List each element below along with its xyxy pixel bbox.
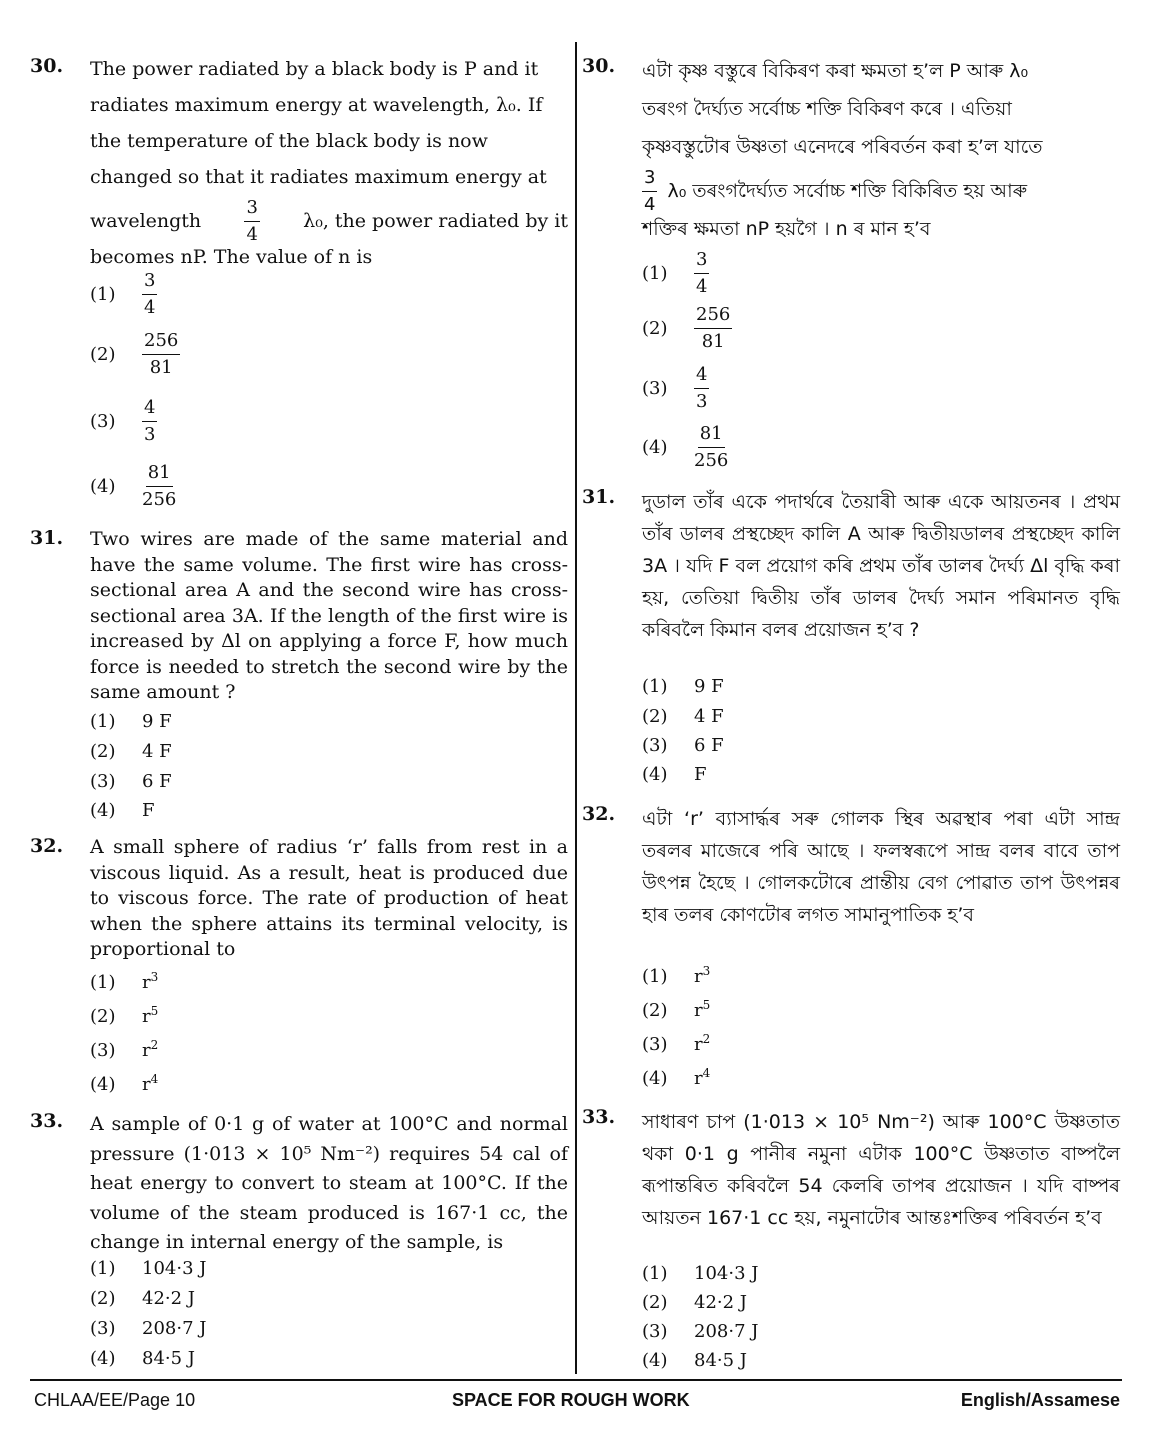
question-text: দুডাল তাঁৰ একে পদাৰ্থৰে তৈয়াৰী আৰু একে আয়তনৰ । প্ৰথম তাঁৰ ডালৰ প্ৰস্থচ্ছেদ কালি A আৰু দ্বিতীয়ডালৰ প্ৰস্থচ্ছেদ কালি 3A । যদি F বল প্ৰয়োগ কৰি প্ৰথম তাঁৰ ডালৰ দৈৰ্ঘ্য Δl বৃদ্ধি কৰা হয়, তেতিয়া দ্বিতীয় তাঁৰ ডালৰ দৈৰ্ঘ্য সমান পৰিমানত বৃদ্ধি কৰিবলৈ কিমান বলৰ প্ৰয়োজন হ’ব ?: [642, 491, 1120, 641]
text-line: radiates maximum energy at wavelength, λ₀. If: [90, 94, 543, 116]
text-line: তৰংগ দৈৰ্ঘ্যত সৰ্বোচ্চ শক্তি বিকিৰণ কৰে । এতিয়া: [642, 98, 1012, 120]
question-number: 31.: [30, 527, 64, 549]
option-3[interactable]: (3) $r^2$: [90, 1038, 159, 1061]
text-line: শক্তিৰ ক্ষমতা nP হয়গৈ । n ৰ মান হ’ব: [642, 218, 931, 240]
option-3[interactable]: (3) $\frac{4}{3}$: [90, 397, 156, 445]
option-4[interactable]: (4) 84·5 J: [642, 1350, 748, 1371]
option-2[interactable]: (2) $r^5$: [642, 998, 711, 1021]
question-text: সাধাৰণ চাপ (1·013 × 10⁵ Nm⁻²) আৰু 100°C উষ্ণতাত থকা 0·1 g পানীৰ নমুনা এটাক 100°C উষ্ণতাত বাষ্পলৈ ৰূপান্তৰিত কৰিবলৈ 54 কেলৰি তাপৰ প্ৰয়োজন । যদি বাষ্পৰ আয়তন 167·1 cc হয়, নমুনাটোৰ আন্তঃশক্তিৰ পৰিবৰ্তন হ’ব: [642, 1111, 1120, 1229]
question-text: A small sphere of radius ‘r’ falls from rest in a viscous liquid. As a result, heat is produced due to viscous force. The rate of production of heat when the sphere attains its terminal velocity, is proportional to: [90, 836, 568, 960]
option-2[interactable]: (2) $\frac{256}{81}$: [90, 330, 179, 378]
option-2[interactable]: (2) 42·2 J: [90, 1288, 196, 1309]
question-number: 30.: [582, 55, 616, 77]
text-line: changed so that it radiates maximum energy at: [90, 166, 547, 188]
option-1[interactable]: (1) $\frac{3}{4}$: [90, 270, 156, 318]
option-1[interactable]: (1) $r^3$: [642, 964, 711, 987]
question-text: [90, 55, 568, 279]
question-text: [642, 55, 1120, 251]
question-number: 31.: [582, 486, 616, 508]
option-3[interactable]: (3) $r^2$: [642, 1032, 711, 1055]
question-number: 33.: [30, 1110, 64, 1132]
option-2[interactable]: (2) 4 F: [642, 706, 724, 727]
option-4[interactable]: (4) 84·5 J: [90, 1348, 196, 1369]
language-label: English/Assamese: [960, 1390, 1120, 1410]
option-4[interactable]: (4) $r^4$: [90, 1072, 159, 1095]
option-1[interactable]: (1) 104·3 J: [90, 1258, 207, 1279]
footer-divider: [30, 1379, 1122, 1381]
rough-work-label: SPACE FOR ROUGH WORK: [452, 1390, 690, 1410]
option-3[interactable]: (3) $\frac{4}{3}$: [642, 364, 708, 412]
column-divider: [575, 42, 577, 1374]
option-4[interactable]: (4) $\frac{81}{256}$: [90, 462, 177, 510]
option-1[interactable]: (1) $r^3$: [90, 970, 159, 993]
option-1[interactable]: (1) 104·3 J: [642, 1263, 759, 1284]
option-1[interactable]: (1) $\frac{3}{4}$: [642, 249, 708, 297]
option-3[interactable]: (3) 208·7 J: [642, 1321, 759, 1342]
fraction: $\frac{3}{4}$: [246, 196, 258, 245]
option-4[interactable]: (4) F: [90, 800, 155, 821]
question-number: 30.: [30, 55, 64, 77]
question-number: 33.: [582, 1106, 616, 1128]
text-line: wavelength $\frac{3}{4}$ λ₀, the power radiated by it: [90, 199, 568, 243]
question-text: এটা ‘r’ ব্যাসাৰ্দ্ধৰ সৰু গোলক স্থিৰ অৱস্থাৰ পৰা এটা সান্দ্ৰ তৰলৰ মাজেৰে পৰি আছে । ফলস্বৰূপে সান্দ্ৰ বলৰ বাবে তাপ উৎপন্ন হৈছে । গোলকটোৰে প্ৰান্তীয় বেগ পোৱাত তাপ উৎপন্নৰ হাৰ তলৰ কোণটোৰ লগত সামানুপাতিক হ’ব: [642, 808, 1120, 926]
text-line: becomes nP. The value of n is: [90, 246, 373, 268]
option-2[interactable]: (2) $\frac{256}{81}$: [642, 304, 731, 352]
page-code: CHLAA/EE/Page 10: [34, 1390, 196, 1410]
option-2[interactable]: (2) 42·2 J: [642, 1292, 748, 1313]
option-4[interactable]: (4) F: [642, 764, 707, 785]
text-line: এটা কৃষ্ণ বস্তুৰে বিকিৰণ কৰা ক্ষমতা হ’ল P আৰু λ₀: [642, 60, 1029, 82]
option-4[interactable]: (4) $\frac{81}{256}$: [642, 423, 729, 471]
option-3[interactable]: (3) 6 F: [642, 735, 724, 756]
question-text: Two wires are made of the same material and have the same volume. The first wire has cross-sectional area A and the second wire has cross-sectional area 3A. If the length of the first wire is increased by Δl on applying a force F, how much force is needed to stretch the second wire by the same amount ?: [90, 528, 568, 703]
text-line: কৃষ্ণবস্তুটোৰ উষ্ণতা এনেদৰে পৰিবৰ্তন কৰা হ’ল যাতে: [642, 136, 1043, 158]
text-line: the temperature of the black body is now: [90, 130, 488, 152]
option-2[interactable]: (2) $r^5$: [90, 1004, 159, 1027]
option-2[interactable]: (2) 4 F: [90, 741, 172, 762]
text-line: $\frac{3}{4}$ λ₀ তৰংগদৈৰ্ঘ্যত সৰ্বোচ্চ শক্তি বিকিৰিত হয় আৰু: [642, 169, 1120, 213]
question-text: A sample of 0·1 g of water at 100°C and normal pressure (1·013 × 10⁵ Nm⁻²) requires 54 cal of heat energy to convert to steam at 100°C. If the volume of the steam produced is 167·1 cc, the change in internal energy of the sample, is: [90, 1113, 568, 1253]
text-line: The power radiated by a black body is P and it: [90, 58, 539, 80]
option-3[interactable]: (3) 208·7 J: [90, 1318, 207, 1339]
option-4[interactable]: (4) $r^4$: [642, 1066, 711, 1089]
option-1[interactable]: (1) 9 F: [642, 676, 724, 697]
fraction: $\frac{3}{4}$: [644, 166, 656, 215]
option-1[interactable]: (1) 9 F: [90, 711, 172, 732]
question-number: 32.: [30, 835, 64, 857]
option-3[interactable]: (3) 6 F: [90, 771, 172, 792]
question-number: 32.: [582, 803, 616, 825]
